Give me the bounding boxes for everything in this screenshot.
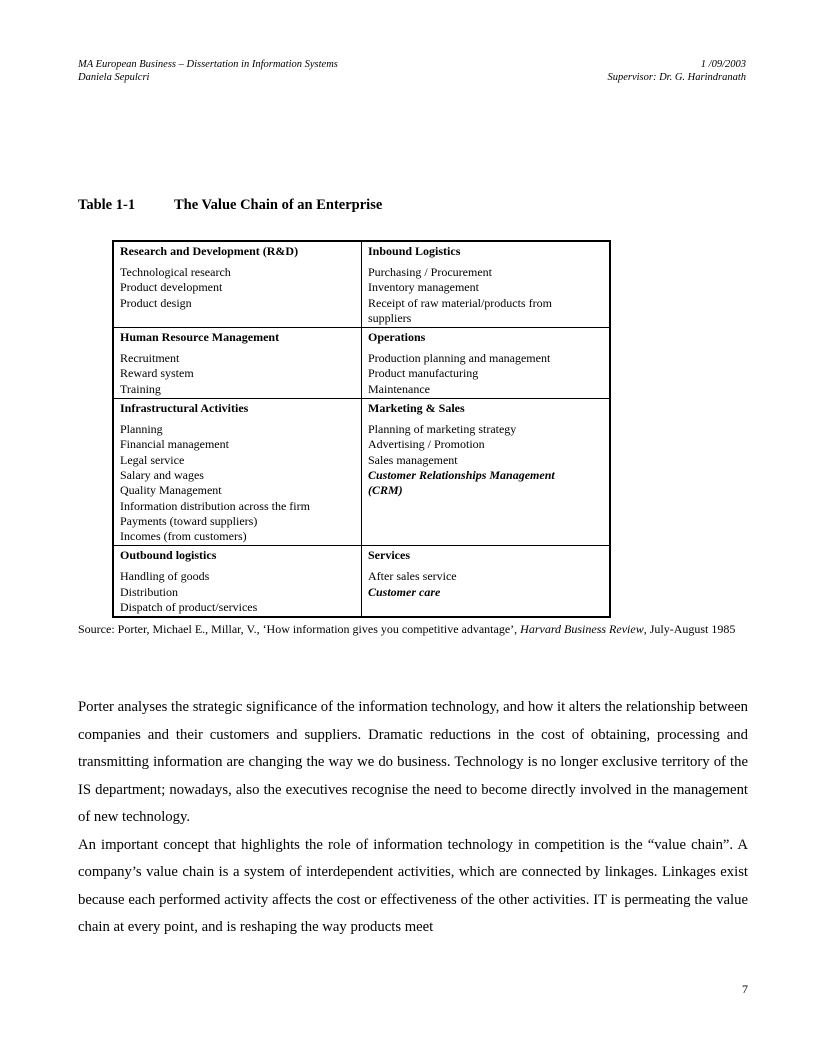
header-left: [78, 58, 338, 84]
table-row: [113, 241, 610, 328]
table-title-text: The Value Chain of an Enterprise: [174, 197, 383, 213]
table-cell: [113, 399, 362, 546]
cell-item: Distribution: [120, 584, 179, 599]
body-paragraph: An important concept that highlights the role of information technology in competition is the “value chain”. A company’s value chain is a system of interdependent activities, which are connected by linkages. Linkages exist because each performed activity affects the cost or effectiveness of the other activities. IT is permeating the value chain at every point, and is reshaping the way products meet: [78, 836, 748, 935]
cell-item: Training: [120, 381, 161, 396]
table-cell: [113, 546, 362, 617]
cell-item: Technological research: [120, 265, 231, 279]
cell-item: Dispatch of product/services: [120, 600, 258, 615]
cell-item: Purchasing / Procurement: [368, 265, 492, 279]
cell-item: Salary and wages: [120, 467, 204, 482]
cell-item: Incomes (from customers): [120, 529, 247, 544]
table-cell: [362, 546, 611, 617]
cell-item: suppliers: [368, 310, 412, 325]
page-number: 7: [742, 982, 748, 996]
cell-item: Advertising / Promotion: [368, 437, 485, 452]
cell-item: Handling of goods: [120, 569, 210, 584]
table-cell: [113, 241, 362, 328]
cell-heading: Human Resource Management: [120, 330, 280, 345]
cell-heading: Services: [368, 548, 410, 563]
cell-item: Quality Management: [120, 483, 222, 498]
cell-item: Information distribution across the firm: [120, 498, 310, 513]
table-cell: [362, 328, 611, 399]
cell-item-emphasis: Customer care: [368, 584, 441, 599]
cell-item-emphasis: (CRM): [368, 483, 403, 498]
table-cell: [113, 328, 362, 399]
cell-item: Sales management: [368, 452, 458, 467]
body-text: [78, 694, 748, 942]
header-right: [607, 58, 746, 84]
cell-item: Legal service: [120, 452, 185, 467]
author-name: Daniela Sepulcri: [78, 72, 150, 83]
cell-item: Production planning and management: [368, 351, 551, 366]
cell-item: Payments (toward suppliers): [120, 513, 258, 528]
cell-heading: Inbound Logistics: [368, 244, 461, 258]
supervisor-name: Supervisor: Dr. G. Harindranath: [607, 72, 746, 83]
header-date: 1 /09/2003: [700, 59, 746, 70]
source-suffix: , July-August 1985: [643, 622, 736, 636]
cell-item: Product design: [120, 295, 192, 310]
table-row: [113, 399, 610, 546]
source-journal: Harvard Business Review: [520, 622, 644, 636]
cell-item: Planning of marketing strategy: [368, 422, 517, 437]
cell-item-emphasis: Customer Relationships Management: [368, 467, 555, 482]
cell-item: Product development: [120, 280, 223, 295]
cell-item: Receipt of raw material/products from: [368, 295, 552, 310]
table-row: [113, 328, 610, 399]
table-cell: [362, 241, 611, 328]
cell-heading: Outbound logistics: [120, 548, 217, 563]
table-caption: [78, 197, 382, 214]
cell-heading: Infrastructural Activities: [120, 401, 249, 416]
table-source: [78, 622, 748, 637]
cell-item: Reward system: [120, 366, 194, 381]
cell-heading: Operations: [368, 330, 426, 345]
dissertation-title: MA European Business – Dissertation in Information Systems: [78, 59, 338, 70]
value-chain-table: [112, 240, 611, 618]
table-cell: [362, 399, 611, 546]
cell-heading: Marketing & Sales: [368, 401, 465, 416]
table-row: [113, 546, 610, 617]
cell-item: Recruitment: [120, 351, 180, 366]
cell-item: After sales service: [368, 569, 457, 584]
cell-heading: Research and Development (R&D): [120, 244, 299, 258]
cell-item: Product manufacturing: [368, 366, 479, 381]
cell-item: Financial management: [120, 437, 229, 452]
table-number: Table 1-1: [78, 197, 136, 213]
cell-item: Maintenance: [368, 381, 430, 396]
cell-item: Inventory management: [368, 280, 479, 295]
cell-item: Planning: [120, 422, 163, 437]
source-prefix: Source: Porter, Michael E., Millar, V., ‘How information gives you competitive advantage’,: [78, 622, 521, 636]
body-paragraph: Porter analyses the strategic significance of the information technology, and how it alters the relationship between companies and their customers and suppliers. Dramatic reductions in the cost of obtaining, processing and transmitting information are changing the way we do business. Technology is no longer exclusive territory of the IS department; nowadays, also the executives recognise the need to become directly involved in the management of new technology.: [78, 699, 748, 825]
